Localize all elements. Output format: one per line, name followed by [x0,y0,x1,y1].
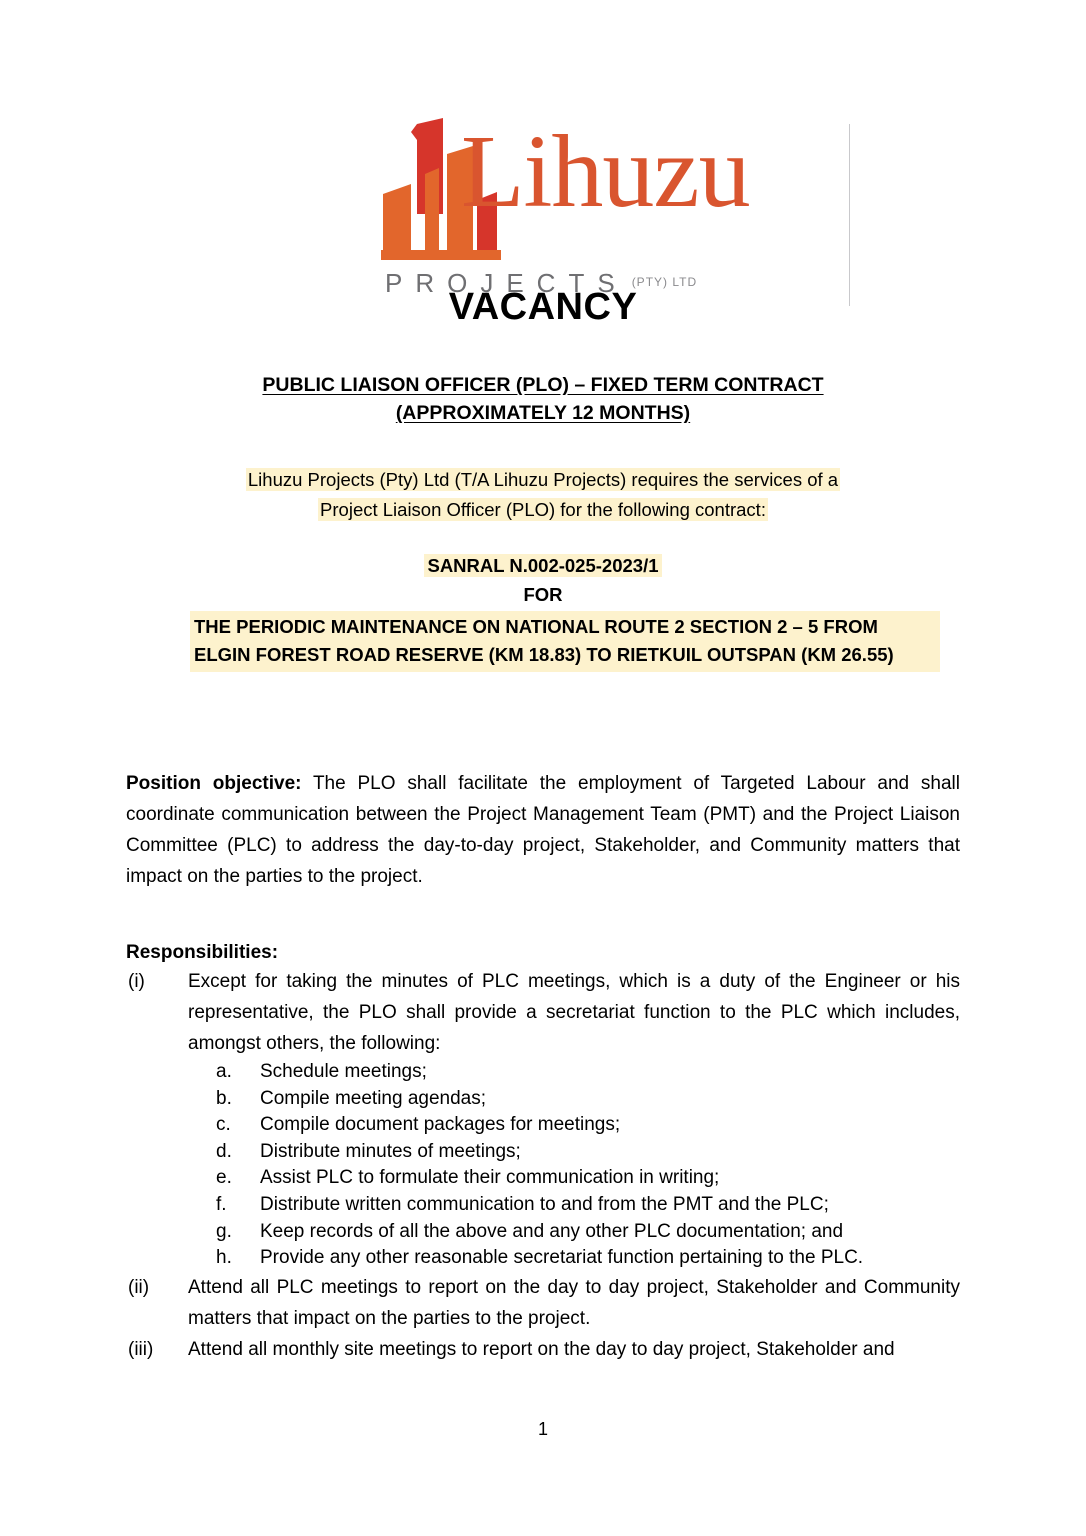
list-item [126,966,960,1059]
logo-wordmark: Lihuzu [461,114,750,229]
list-item [126,1272,960,1334]
list-item [216,1112,960,1139]
list-item-text: Except for taking the minutes of PLC meetings, which is a duty of the Engineer or his representative, the PLO shall provide a secretariat function to the PLC which includes, amongst others, the following: [188,971,960,1054]
list-item [216,1192,960,1219]
list-item-text: Compile document packages for meetings; [260,1114,621,1136]
list-item-text: Provide any other reasonable secretariat function pertaining to the PLC. [260,1247,864,1269]
subtitle-line-2: (APPROXIMATELY 12 MONTHS) [395,402,691,424]
logo-suffix: (PTY) LTD [631,275,698,289]
list-item [126,1334,960,1365]
logo-divider-line [849,124,850,306]
logo-header [126,0,960,298]
logo-subtitle [385,268,697,299]
position-objective-paragraph [126,768,960,892]
list-item-text: Keep records of all the above and any other PLC documentation; and [260,1220,844,1242]
list-item [216,1086,960,1113]
intro-line-1: Lihuzu Projects (Pty) Ltd (T/A Lihuzu Projects) requires the services of a [247,469,839,490]
responsibilities-heading: Responsibilities: [126,942,279,963]
list-item-text: Attend all monthly site meetings to report on the day to day project, Stakeholder and [188,1338,895,1360]
list-item [216,1245,960,1272]
list-marker: f. [216,1193,227,1215]
subtitle-line-1: PUBLIC LIAISON OFFICER (PLO) – FIXED TERM CONTRACT [262,374,824,396]
list-marker: h. [216,1247,232,1269]
list-item-text: Attend all PLC meetings to report on the day to day project, Stakeholder and Community matters that impact on the parties to the project. [188,1276,960,1329]
list-item [216,1165,960,1192]
position-objective-text: The PLO shall facilitate the employment of Targeted Labour and shall coordinate communication between the Project Management Team (PMT) and the Project Liaison Committee (PLC) to address the day-to-day project, Stakeholder, and Community matters that impact on the parties to the project. [126,773,960,887]
logo-subtitle-text: PROJECTS [385,268,628,298]
contract-for-label: FOR [523,584,563,605]
list-marker: (i) [128,971,145,992]
responsibilities-list [126,966,960,1365]
list-item-text: Distribute written communication to and from the PMT and the PLC; [260,1193,829,1215]
list-marker: c. [216,1114,231,1136]
contract-reference-line [126,551,960,580]
page-number: 1 [537,1419,548,1439]
list-item-text: Compile meeting agendas; [260,1087,487,1109]
list-marker: d. [216,1140,232,1162]
list-item [216,1059,960,1086]
company-logo [381,114,750,303]
list-item-text: Assist PLC to formulate their communication in writing; [260,1167,720,1189]
responsibilities-sublist [216,1059,960,1272]
list-marker: a. [216,1061,232,1082]
list-item [216,1139,960,1166]
position-subtitle [126,371,960,427]
contract-description: THE PERIODIC MAINTENANCE ON NATIONAL ROUTE 2 SECTION 2 – 5 FROM ELGIN FOREST ROAD RESERVE (KM 18.83) TO RIETKUIL OUTSPAN (KM 26.55) [190,611,940,672]
contract-reference: SANRAL N.002-025-2023/1 [424,554,661,577]
list-item [216,1219,960,1246]
intro-paragraph [126,465,960,525]
list-marker: g. [216,1220,232,1242]
list-marker: (iii) [128,1338,154,1360]
position-objective-label: Position objective: [126,773,302,794]
list-marker: b. [216,1087,232,1109]
list-item-text: Distribute minutes of meetings; [260,1140,521,1162]
list-item-text: Schedule meetings; [260,1061,427,1082]
page-title: VACANCY [448,286,638,328]
list-marker: (ii) [128,1276,150,1298]
list-marker: e. [216,1167,232,1189]
intro-line-2: Project Liaison Officer (PLO) for the following contract: [320,499,766,520]
